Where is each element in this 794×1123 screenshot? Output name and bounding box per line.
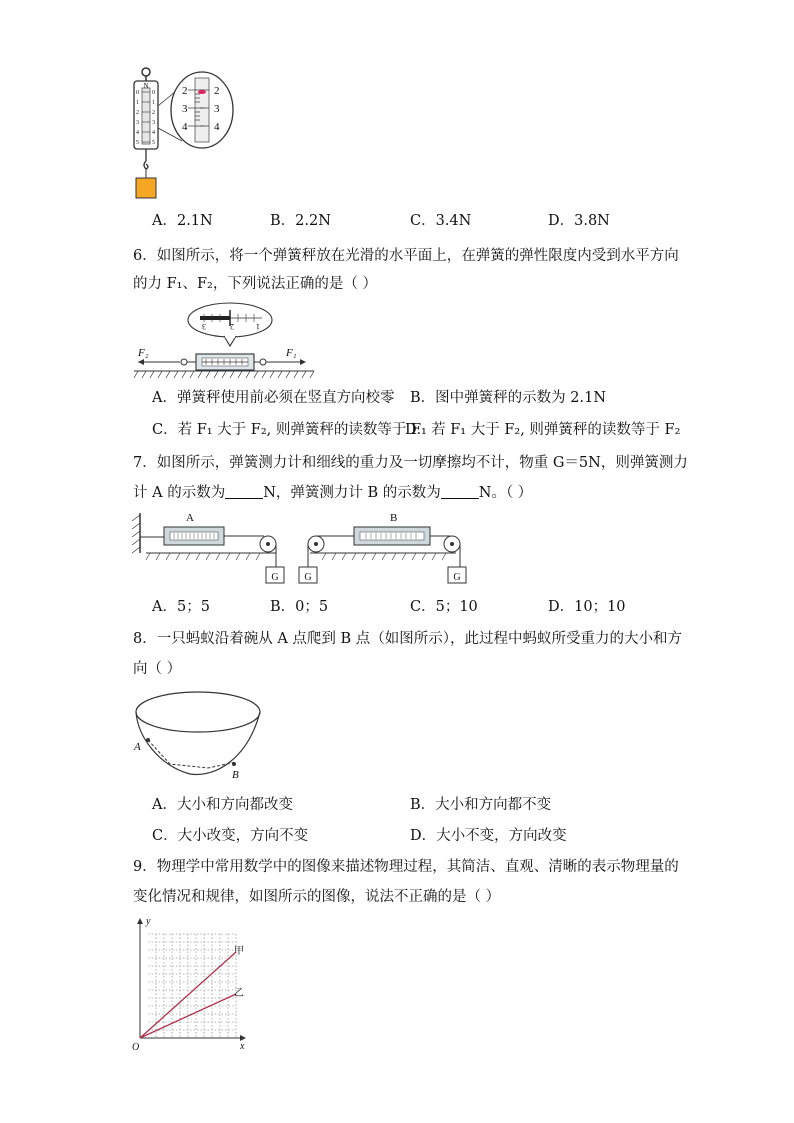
svg-text:4: 4: [182, 121, 188, 133]
q7-stem-part1: 计 A 的示数为: [133, 485, 226, 501]
q9-y-label: y: [146, 916, 151, 927]
q8-stem-line1: 8．一只蚂蚁沿着碗从 A 点爬到 B 点（如图所示），此过程中蚂蚁所受重力的大小和方: [133, 631, 683, 647]
q5-option-a[interactable]: A．2.1N: [152, 213, 213, 229]
q7-blank-a[interactable]: [225, 484, 263, 499]
q7-label-a: A: [186, 512, 194, 524]
svg-text:5: 5: [152, 140, 155, 146]
q8-point-b: B: [232, 769, 239, 781]
q9-yi-label: 乙: [234, 988, 244, 999]
q6-f1-label: F₁: [286, 347, 297, 359]
q6-option-b[interactable]: B．图中弹簧秤的示数为 2.1N: [410, 390, 607, 406]
q8-option-c[interactable]: C．大小改变，方向不变: [152, 828, 309, 844]
svg-text:4: 4: [136, 130, 139, 136]
q8-option-a[interactable]: A．大小和方向都改变: [152, 797, 293, 813]
svg-text:0: 0: [136, 90, 139, 96]
q6-horizontal-scale-figure: [134, 300, 314, 382]
q9-stem-line2: 变化情况和规律，如图所示的图像，说法不正确的是（ ）: [133, 889, 501, 905]
q7-option-c[interactable]: C．5；10: [410, 599, 478, 615]
q7-right-weight-label-2: G: [453, 572, 461, 583]
svg-text:2: 2: [214, 85, 220, 97]
svg-text:1: 1: [256, 322, 260, 331]
svg-text:1: 1: [152, 100, 155, 106]
svg-text:4: 4: [152, 130, 155, 136]
q7-option-d[interactable]: D．10；10: [548, 599, 626, 615]
q7-label-b: B: [390, 512, 398, 524]
svg-text:3: 3: [136, 120, 139, 126]
q8-option-d[interactable]: D．大小不变，方向改变: [410, 828, 567, 844]
q6-option-c[interactable]: C．若 F₁ 大于 F₂, 则弹簧秤的读数等于 F₁: [152, 422, 427, 438]
q5-option-d[interactable]: D．3.8N: [548, 213, 610, 229]
q9-origin-label: O: [132, 1042, 140, 1053]
q6-f2-label: F₂: [138, 347, 149, 359]
q8-option-b[interactable]: B．大小和方向都不变: [410, 797, 552, 813]
svg-text:1: 1: [136, 100, 139, 106]
q7-blank-b[interactable]: [441, 484, 479, 499]
q8-stem-line2: 向（ ）: [133, 661, 182, 677]
q7-option-a[interactable]: A．5；5: [152, 599, 210, 615]
q7-left-weight-label: G: [271, 572, 279, 583]
q7-stem-part3: N。（ ）: [478, 485, 533, 501]
q5-option-b[interactable]: B．2.2N: [270, 213, 331, 229]
q8-bowl-figure: [130, 688, 264, 782]
q7-stem-line2: [133, 483, 532, 503]
q7-pulley-figure: [126, 505, 471, 587]
q5-pointer: [198, 90, 206, 94]
q9-stem-line1: 9．物理学中常用数学中的图像来描述物理过程，其简洁、直观、清晰的表示物理量的: [133, 859, 679, 875]
q9-line-graph-figure: [130, 914, 258, 1054]
svg-text:2: 2: [136, 110, 139, 116]
q7-right-weight-label-1: G: [304, 572, 312, 583]
q5-spring-scale-figure: [128, 66, 236, 200]
svg-text:2: 2: [182, 85, 188, 97]
q7-stem-line1: 7．如图所示，弹簧测力计和细线的重力及一切摩擦均不计，物重 G＝5N，则弹簧测力: [133, 455, 688, 471]
q6-stem-line1: 6．如图所示，将一个弹簧秤放在光滑的水平面上，在弹簧的弹性限度内受到水平方向: [133, 248, 679, 264]
svg-text:4: 4: [214, 121, 220, 133]
svg-text:0: 0: [152, 90, 155, 96]
svg-text:3: 3: [182, 103, 188, 115]
svg-text:5: 5: [136, 140, 139, 146]
q7-stem-part2: N，弹簧测力计 B 的示数为: [263, 485, 441, 501]
svg-text:3: 3: [202, 322, 206, 331]
q5-unit-label: N: [143, 82, 149, 90]
svg-text:2: 2: [230, 322, 234, 331]
q7-option-b[interactable]: B．0；5: [270, 599, 329, 615]
q6-option-d[interactable]: D．若 F₁ 大于 F₂, 则弹簧秤的读数等于 F₂: [405, 422, 681, 438]
q8-point-a: A: [134, 741, 141, 753]
svg-text:3: 3: [214, 103, 220, 115]
q9-x-label: x: [240, 1041, 245, 1052]
q5-weight-block: [136, 178, 156, 198]
svg-text:2: 2: [152, 110, 155, 116]
q5-option-c[interactable]: C．3.4N: [410, 213, 472, 229]
svg-text:3: 3: [152, 120, 155, 126]
q6-stem-line2: 的力 F₁、F₂，下列说法正确的是（ ）: [133, 276, 377, 292]
q6-option-a[interactable]: A．弹簧秤使用前必须在竖直方向校零: [152, 390, 395, 406]
q9-jia-label: 甲: [234, 946, 244, 957]
